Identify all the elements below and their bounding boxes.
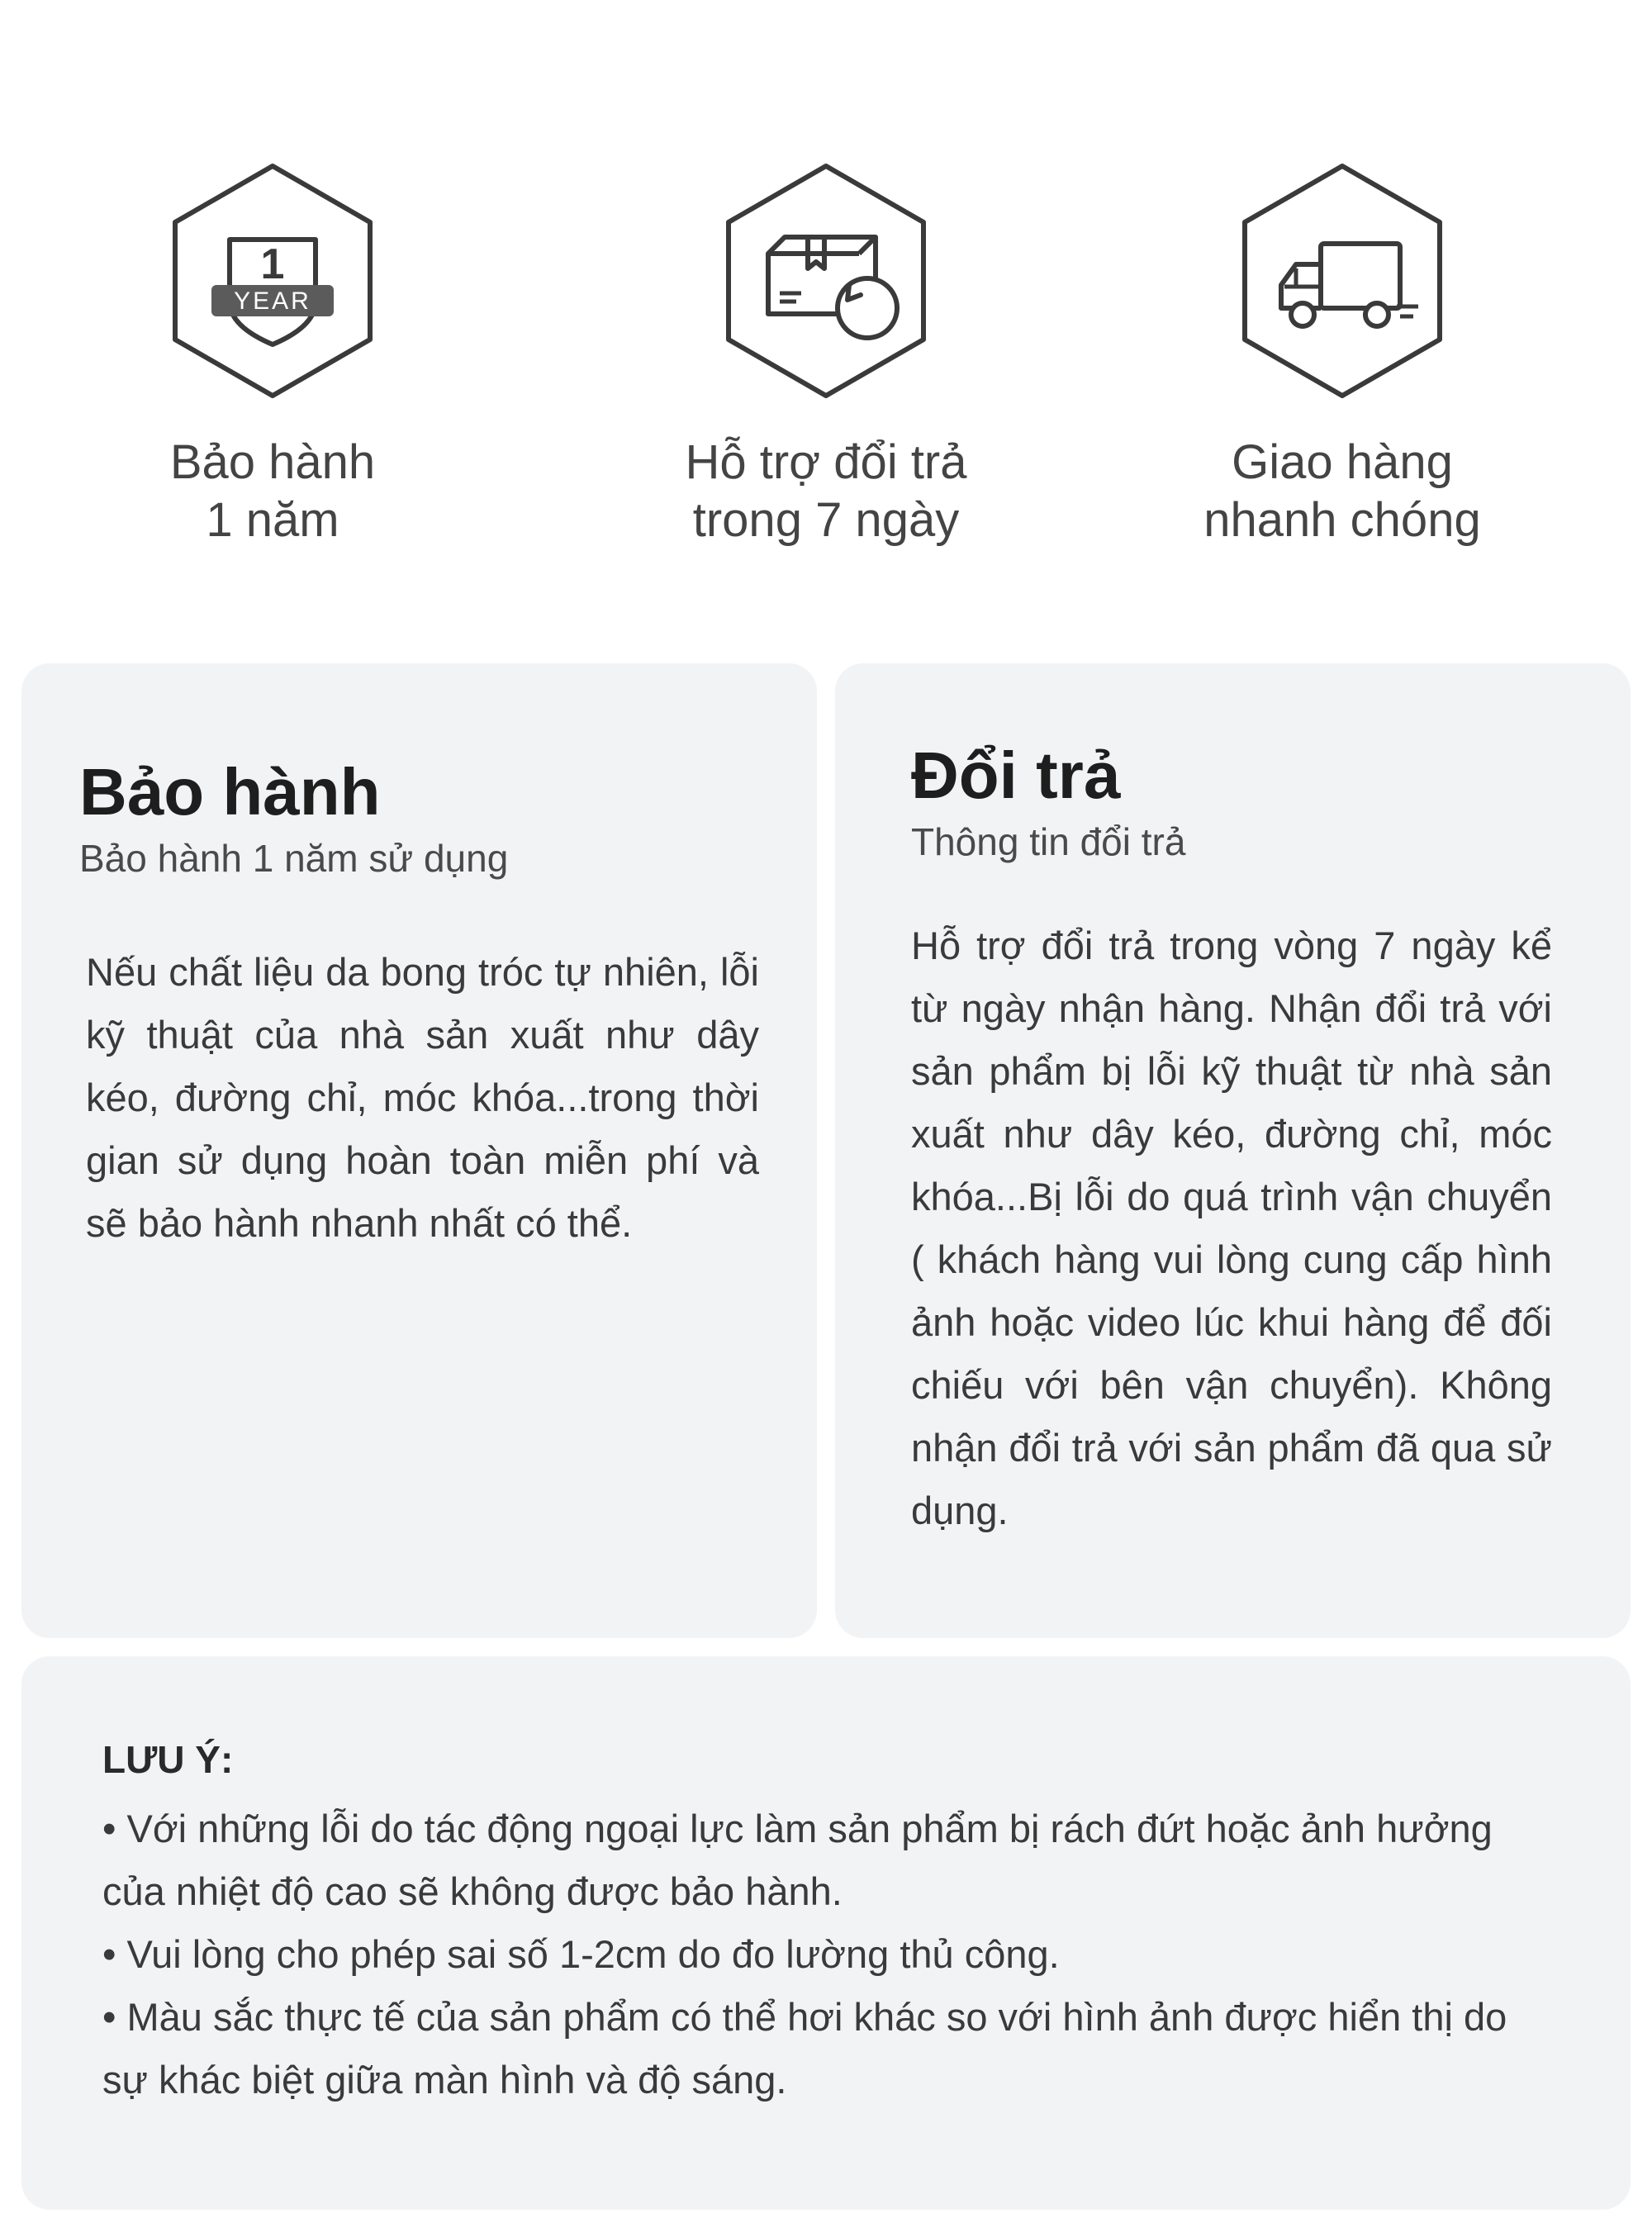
warranty-body: Nếu chất liệu da bong tróc tự nhiên, lỗi kỹ thuật của nhà sản xuất như dây kéo, đường chỉ, móc khóa...trong thời gian sử dụng hoàn toàn miễn phí và sẽ bảo hành nhanh nhất có thể. (86, 950, 759, 1245)
badge-text: YEAR (234, 287, 311, 315)
feature-label: Bảo hành 1 năm (169, 435, 376, 547)
returns-body: Hỗ trợ đổi trả trong vòng 7 ngày kể từ ngày nhận hàng. Nhận đổi trả với sản phẩm bị lỗi kỹ thuật từ nhà sản xuất như dây kéo, đường chỉ, móc khóa...Bị lỗi do quá trình vận chuyển ( khách hàng vui lòng cung cấp hình ảnh hoặc video lúc khui hàng để đối chiếu với bên vận chuyển). Không nhận đổi trả với sản phẩm đã qua sử dụng. (911, 924, 1552, 1532)
feature-returns (570, 161, 1082, 549)
returns-subtitle: Thông tin đổi trả (911, 820, 1186, 863)
box-return-icon (719, 161, 933, 401)
feature-label: Hỗ trợ đổi trả trong 7 ngày (685, 435, 967, 547)
feature-delivery (1086, 161, 1598, 549)
warranty-1-year-shield-icon (165, 161, 380, 401)
delivery-truck-icon (1235, 161, 1450, 401)
note-list (102, 1798, 1548, 2111)
note-title: LƯU Ý: (102, 1738, 234, 1781)
badge-number: 1 (260, 240, 285, 288)
note-item: • Vui lòng cho phép sai số 1-2cm do đo lường thủ công. (102, 1932, 1060, 1976)
returns-title: Đổi trả (911, 739, 1121, 812)
feature-warranty (17, 161, 529, 549)
warranty-title: Bảo hành (79, 755, 381, 829)
note-card (21, 1656, 1631, 2210)
warranty-card (21, 663, 817, 1638)
feature-label: Giao hàng nhanh chóng (1203, 435, 1481, 547)
note-item: • Màu sắc thực tế của sản phẩm có thể hơi khác so với hình ảnh được hiển thị do sự khác biệt giữa màn hình và độ sáng. (102, 1995, 1507, 2102)
returns-card (835, 663, 1631, 1638)
warranty-subtitle: Bảo hành 1 năm sử dụng (79, 837, 509, 880)
note-item: • Với những lỗi do tác động ngoại lực làm sản phẩm bị rách đứt hoặc ảnh hưởng của nhiệt độ cao sẽ không được bảo hành. (102, 1807, 1493, 1913)
